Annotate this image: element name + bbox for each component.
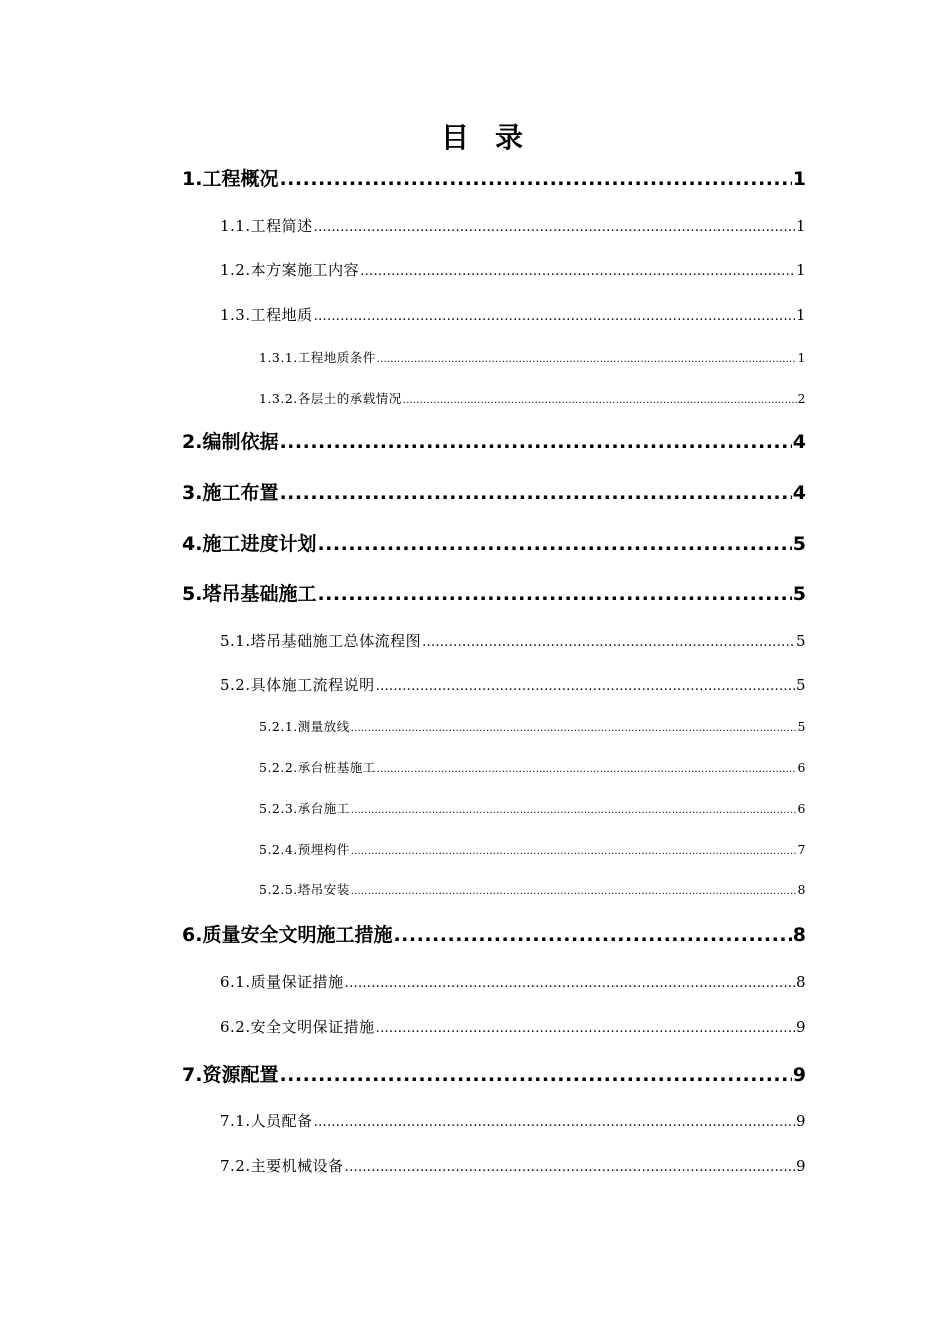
toc-entry-title: 承台桩基施工 xyxy=(297,760,376,775)
toc-entry-page-number: 6 xyxy=(797,801,806,816)
toc-entry-number: 1.1. xyxy=(220,217,251,235)
toc-entry-level-1[interactable] xyxy=(182,166,806,192)
toc-entry-page-number: 5 xyxy=(797,719,806,734)
toc-dot-leader xyxy=(314,217,795,239)
toc-entry-level-1[interactable] xyxy=(182,1062,806,1088)
toc-dot-leader xyxy=(345,973,795,995)
toc-entry-page-number: 4 xyxy=(792,431,806,453)
toc-entry-number: 6. xyxy=(182,924,203,946)
toc-entry-title: 施工布置 xyxy=(202,482,279,504)
toc-entry-level-2[interactable] xyxy=(220,674,806,698)
toc-entry-page-number: 9 xyxy=(795,1112,806,1130)
toc-entry-level-2[interactable] xyxy=(220,1110,806,1134)
toc-dot-leader xyxy=(393,922,791,948)
toc-entry-title: 工程地质条件 xyxy=(297,350,376,365)
toc-dot-leader xyxy=(377,350,797,370)
page-title: 目录 xyxy=(440,121,549,154)
toc-entry-number: 5.2.1. xyxy=(259,719,298,734)
toc-entry-page-number: 8 xyxy=(792,924,806,946)
toc-entry-number: 5.1. xyxy=(220,632,251,650)
toc-entry-level-3[interactable] xyxy=(259,348,806,370)
toc-entry-page-number: 1 xyxy=(795,217,806,235)
toc-dot-leader xyxy=(376,1018,795,1040)
toc-entry-title: 施工进度计划 xyxy=(202,533,317,555)
toc-entry-number: 1.3. xyxy=(220,306,251,324)
toc-dot-leader xyxy=(314,306,795,328)
toc-dot-leader xyxy=(279,1062,791,1088)
toc-dot-leader xyxy=(314,1112,795,1134)
toc-entry-title: 承台施工 xyxy=(297,801,350,816)
toc-dot-leader xyxy=(360,261,795,283)
toc-entry-level-1[interactable] xyxy=(182,480,806,506)
toc-entry-page-number: 1 xyxy=(797,350,806,365)
toc-entry-title: 具体施工流程说明 xyxy=(250,676,375,694)
toc-entry-page-number: 5 xyxy=(795,676,806,694)
toc-entry-page-number: 9 xyxy=(792,1064,806,1086)
toc-entry-level-3[interactable] xyxy=(259,717,806,739)
toc-entry-level-2[interactable] xyxy=(220,971,806,995)
toc-entry-number: 1. xyxy=(182,168,203,190)
toc-entry-level-2[interactable] xyxy=(220,259,806,283)
toc-entry-title: 质量保证措施 xyxy=(250,973,344,991)
toc-entry-number: 6.1. xyxy=(220,973,251,991)
toc-dot-leader xyxy=(317,581,791,607)
toc-dot-leader xyxy=(376,676,795,698)
toc-entry-level-2[interactable] xyxy=(220,630,806,654)
toc-entry-number: 1.3.1. xyxy=(259,350,298,365)
toc-entry-level-3[interactable] xyxy=(259,840,806,862)
toc-dot-leader xyxy=(317,531,791,557)
toc-dot-leader xyxy=(351,882,797,902)
toc-entry-page-number: 5 xyxy=(792,533,806,555)
toc-entry-page-number: 4 xyxy=(792,482,806,504)
toc-dot-leader xyxy=(279,480,791,506)
toc-entry-level-1[interactable] xyxy=(182,581,806,607)
toc-entry-page-number: 1 xyxy=(795,261,806,279)
toc-entry-title: 质量安全文明施工措施 xyxy=(202,924,393,946)
toc-entry-title: 测量放线 xyxy=(297,719,350,734)
toc-entry-title: 工程概况 xyxy=(202,168,279,190)
toc-dot-leader xyxy=(377,760,797,780)
toc-entry-title: 各层土的承载情况 xyxy=(297,391,402,406)
toc-dot-leader xyxy=(351,801,797,821)
toc-entry-number: 5.2.4. xyxy=(259,842,298,857)
toc-entry-number: 5.2.3. xyxy=(259,801,298,816)
toc-entry-level-3[interactable] xyxy=(259,799,806,821)
toc-dot-leader xyxy=(351,719,797,739)
toc-entry-number: 5.2. xyxy=(220,676,251,694)
toc-entry-page-number: 9 xyxy=(795,1157,806,1175)
toc-entry-level-1[interactable] xyxy=(182,531,806,557)
toc-dot-leader xyxy=(345,1157,795,1179)
toc-entry-level-3[interactable] xyxy=(259,389,806,411)
toc-entry-page-number: 5 xyxy=(795,632,806,650)
toc-entry-title: 主要机械设备 xyxy=(250,1157,344,1175)
toc-dot-leader xyxy=(279,166,791,192)
toc-entry-level-3[interactable] xyxy=(259,758,806,780)
toc-entry-title: 预埋构件 xyxy=(297,842,350,857)
toc-entry-title: 工程简述 xyxy=(250,217,313,235)
toc-entry-level-3[interactable] xyxy=(259,880,806,902)
toc-entry-level-1[interactable] xyxy=(182,922,806,948)
toc-entry-level-2[interactable] xyxy=(220,1155,806,1179)
toc-entry-number: 5. xyxy=(182,583,203,605)
toc-dot-leader xyxy=(351,842,797,862)
toc-entry-title: 塔吊基础施工总体流程图 xyxy=(250,632,422,650)
toc-entry-title: 本方案施工内容 xyxy=(250,261,360,279)
toc-entry-number: 3. xyxy=(182,482,203,504)
toc-entry-number: 7.1. xyxy=(220,1112,251,1130)
toc-entry-number: 6.2. xyxy=(220,1018,251,1036)
toc-entry-level-2[interactable] xyxy=(220,1016,806,1040)
toc-entry-title: 塔吊基础施工 xyxy=(202,583,317,605)
toc-entry-level-2[interactable] xyxy=(220,215,806,239)
toc-entry-page-number: 7 xyxy=(797,842,806,857)
toc-entry-number: 5.2.2. xyxy=(259,760,298,775)
toc-entry-number: 5.2.5. xyxy=(259,882,298,897)
toc-entry-number: 4. xyxy=(182,533,203,555)
toc-entry-page-number: 6 xyxy=(797,760,806,775)
toc-dot-leader xyxy=(403,391,797,411)
toc-entry-page-number: 9 xyxy=(795,1018,806,1036)
toc-entry-page-number: 8 xyxy=(797,882,806,897)
toc-entry-number: 7. xyxy=(182,1064,203,1086)
toc-entry-page-number: 8 xyxy=(795,973,806,991)
toc-entry-page-number: 1 xyxy=(795,306,806,324)
toc-entry-title: 塔吊安装 xyxy=(297,882,350,897)
toc-entry-title: 人员配备 xyxy=(250,1112,313,1130)
toc-entry-number: 2. xyxy=(182,431,203,453)
toc-entry-number: 7.2. xyxy=(220,1157,251,1175)
toc-entry-page-number: 5 xyxy=(792,583,806,605)
toc-entry-number: 1.2. xyxy=(220,261,251,279)
toc-entry-title: 工程地质 xyxy=(250,306,313,324)
toc-entry-level-2[interactable] xyxy=(220,304,806,328)
toc-entry-title: 安全文明保证措施 xyxy=(250,1018,375,1036)
toc-dot-leader xyxy=(422,632,795,654)
toc-entry-number: 1.3.2. xyxy=(259,391,298,406)
toc-entry-title: 编制依据 xyxy=(202,431,279,453)
toc-entry-page-number: 1 xyxy=(792,168,806,190)
toc-entry-title: 资源配置 xyxy=(202,1064,279,1086)
toc-dot-leader xyxy=(279,429,791,455)
toc-entry-level-1[interactable] xyxy=(182,429,806,455)
toc-entry-page-number: 2 xyxy=(797,391,806,406)
